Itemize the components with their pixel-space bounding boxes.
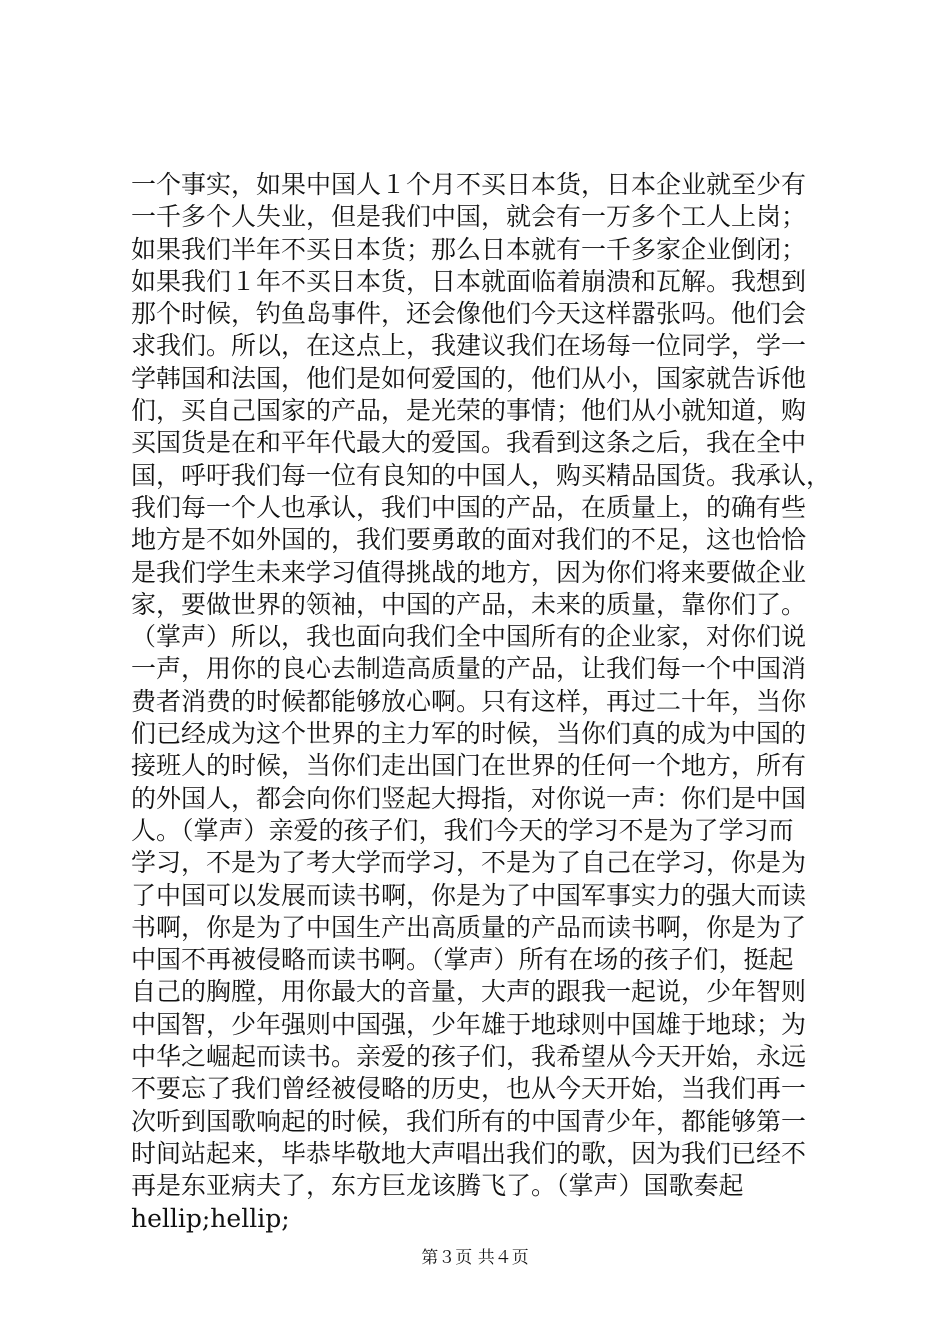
text-line: 求我们。所以，在这点上，我建议我们在场每一位同学，学一 bbox=[131, 331, 807, 361]
text-line: 我们每一个人也承认，我们中国的产品，在质量上，的确有些 bbox=[131, 492, 807, 522]
text-line: 了中国可以发展而读书啊，你是为了中国军事实力的强大而读 bbox=[131, 880, 807, 910]
text-line: 国，呼吁我们每一位有良知的中国人，购买精品国货。我承认， bbox=[131, 460, 832, 490]
text-line: 如果我们半年不买日本货；那么日本就有一千多家企业倒闭； bbox=[131, 234, 807, 264]
text-line: 一声，用你的良心去制造高质量的产品，让我们每一个中国消 bbox=[131, 654, 807, 684]
text-line: 接班人的时候，当你们走出国门在世界的任何一个地方，所有 bbox=[131, 751, 807, 781]
text-line: hellip;hellip; bbox=[131, 1203, 290, 1233]
document-body bbox=[131, 169, 831, 1235]
text-line: 如果我们１年不买日本货，日本就面临着崩溃和瓦解。我想到 bbox=[131, 266, 807, 296]
text-line: 时间站起来，毕恭毕敬地大声唱出我们的歌，因为我们已经不 bbox=[131, 1138, 807, 1168]
text-line: 学习，不是为了考大学而学习，不是为了自己在学习，你是为 bbox=[131, 848, 807, 878]
text-line: 那个时候，钓鱼岛事件，还会像他们今天这样嚣张吗。他们会 bbox=[131, 299, 807, 329]
text-line: 们已经成为这个世界的主力军的时候，当你们真的成为中国的 bbox=[131, 719, 807, 749]
text-line: 中国智，少年强则中国强，少年雄于地球则中国雄于地球；为 bbox=[131, 1009, 807, 1039]
text-line: 们，买自己国家的产品，是光荣的事情；他们从小就知道，购 bbox=[131, 396, 807, 426]
text-line: （掌声）所以，我也面向我们全中国所有的企业家，对你们说 bbox=[131, 622, 807, 652]
text-line: 中华之崛起而读书。亲爱的孩子们，我希望从今天开始，永远 bbox=[131, 1042, 807, 1072]
text-line: 地方是不如外国的，我们要勇敢的面对我们的不足，这也恰恰 bbox=[131, 525, 807, 555]
text-line: 的外国人，都会向你们竖起大拇指，对你说一声：你们是中国 bbox=[131, 783, 807, 813]
page-number-footer: 第３页 共４页 bbox=[421, 1248, 529, 1268]
text-line: 费者消费的时候都能够放心啊。只有这样，再过二十年，当你 bbox=[131, 686, 807, 716]
text-line: 一个事实，如果中国人１个月不买日本货，日本企业就至少有 bbox=[131, 170, 807, 199]
text-line: 再是东亚病夫了，东方巨龙该腾飞了。（掌声）国歌奏起 bbox=[131, 1171, 744, 1201]
text-line: 次听到国歌响起的时候，我们所有的中国青少年，都能够第一 bbox=[131, 1106, 807, 1136]
text-line: 自己的胸膛，用你最大的音量，大声的跟我一起说，少年智则 bbox=[131, 977, 807, 1007]
text-line: 不要忘了我们曾经被侵略的历史，也从今天开始，当我们再一 bbox=[131, 1074, 807, 1104]
text-line: 中国不再被侵略而读书啊。（掌声）所有在场的孩子们，挺起 bbox=[131, 945, 794, 975]
text-line: 书啊，你是为了中国生产出高质量的产品而读书啊，你是为了 bbox=[131, 912, 807, 942]
text-line: 是我们学生未来学习值得挑战的地方，因为你们将来要做企业 bbox=[131, 557, 807, 587]
text-line: 一千多个人失业，但是我们中国，就会有一万多个工人上岗； bbox=[131, 202, 807, 232]
text-line: 买国货是在和平年代最大的爱国。我看到这条之后，我在全中 bbox=[131, 428, 807, 458]
text-line: 人。（掌声）亲爱的孩子们，我们今天的学习不是为了学习而 bbox=[131, 815, 794, 845]
text-line: 学韩国和法国，他们是如何爱国的，他们从小，国家就告诉他 bbox=[131, 363, 807, 393]
text-line: 家，要做世界的领袖，中国的产品，未来的质量，靠你们了。 bbox=[131, 589, 807, 619]
